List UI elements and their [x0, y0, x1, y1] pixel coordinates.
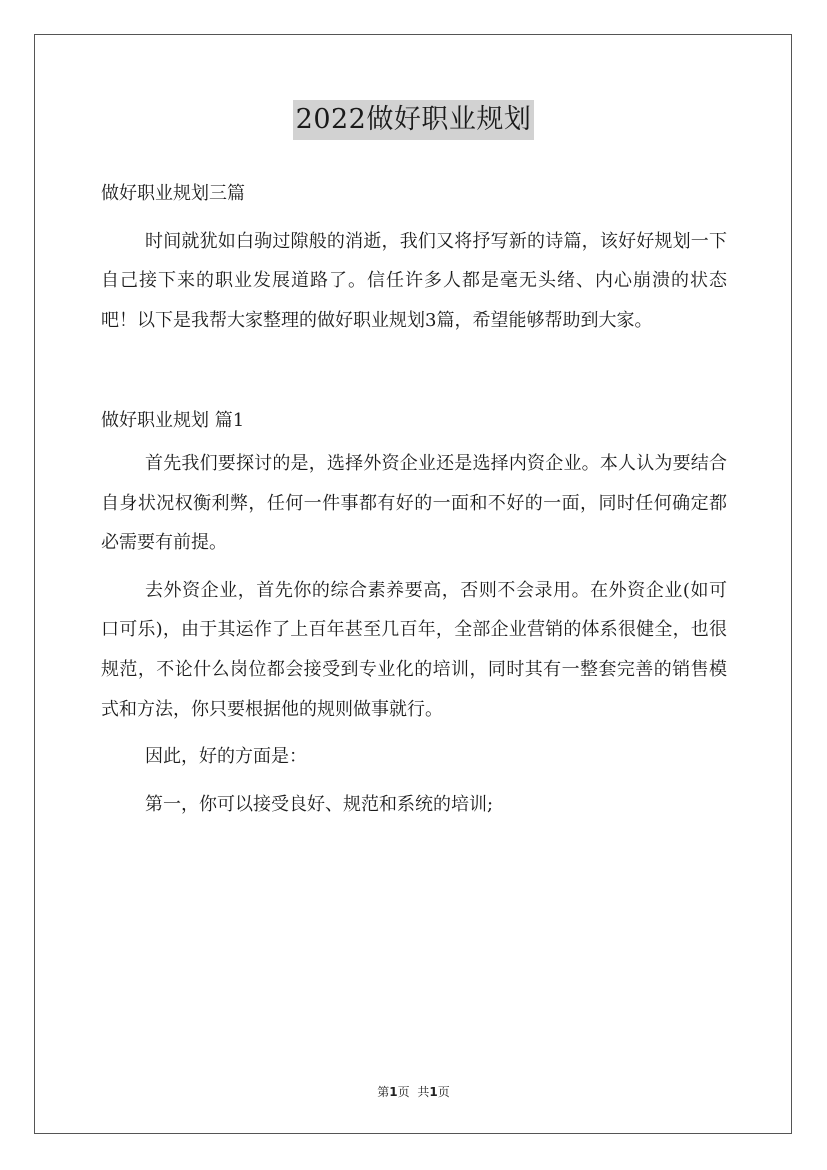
section-heading: 做好职业规划 篇1: [101, 410, 245, 432]
document-body: [101, 174, 727, 824]
body-paragraph-1: 首先我们要探讨的是，选择外资企业还是选择内资企业。本人认为要结合自身状况权衡利弊，任何一件事都有好的一面和不好的一面，同时任何确定都必需要有前提。: [101, 452, 727, 554]
body-paragraph-3: 因此，好的方面是：: [145, 746, 307, 768]
footer-total-prefix: 共: [417, 1085, 430, 1099]
footer-page-prefix: 第: [377, 1085, 390, 1099]
footer-total-number: 1: [429, 1085, 438, 1099]
intro-paragraph: 时间就犹如白驹过隙般的消逝，我们又将抒写新的诗篇，该好好规划一下自己接下来的职业发展道路了。信任许多人都是毫无头绪、内心崩溃的状态吧！以下是我帮大家整理的做好职业规划3篇，希望能够帮助到大家。: [101, 230, 727, 331]
title-container: [0, 100, 827, 140]
footer-page-suffix: 页: [397, 1085, 410, 1099]
body-paragraph-2: 去外资企业，首先你的综合素养要高，否则不会录用。在外资企业(如可口可乐)，由于其运作了上百年甚至几百年，全部企业营销的体系很健全，也很规范，不论什么岗位都会接受到专业化的培训，同时其有一整套完善的销售模式和方法，你只要根据他的规则做事就行。: [101, 579, 727, 720]
footer-page-number: 1: [389, 1085, 398, 1099]
body-paragraph-4: 第一，你可以接受良好、规范和系统的培训;: [145, 793, 494, 815]
document-title: 2022做好职业规划: [293, 100, 535, 140]
page-footer: [0, 1083, 827, 1100]
intro-heading: 做好职业规划三篇: [101, 183, 245, 204]
footer-total-suffix: 页: [437, 1085, 450, 1099]
